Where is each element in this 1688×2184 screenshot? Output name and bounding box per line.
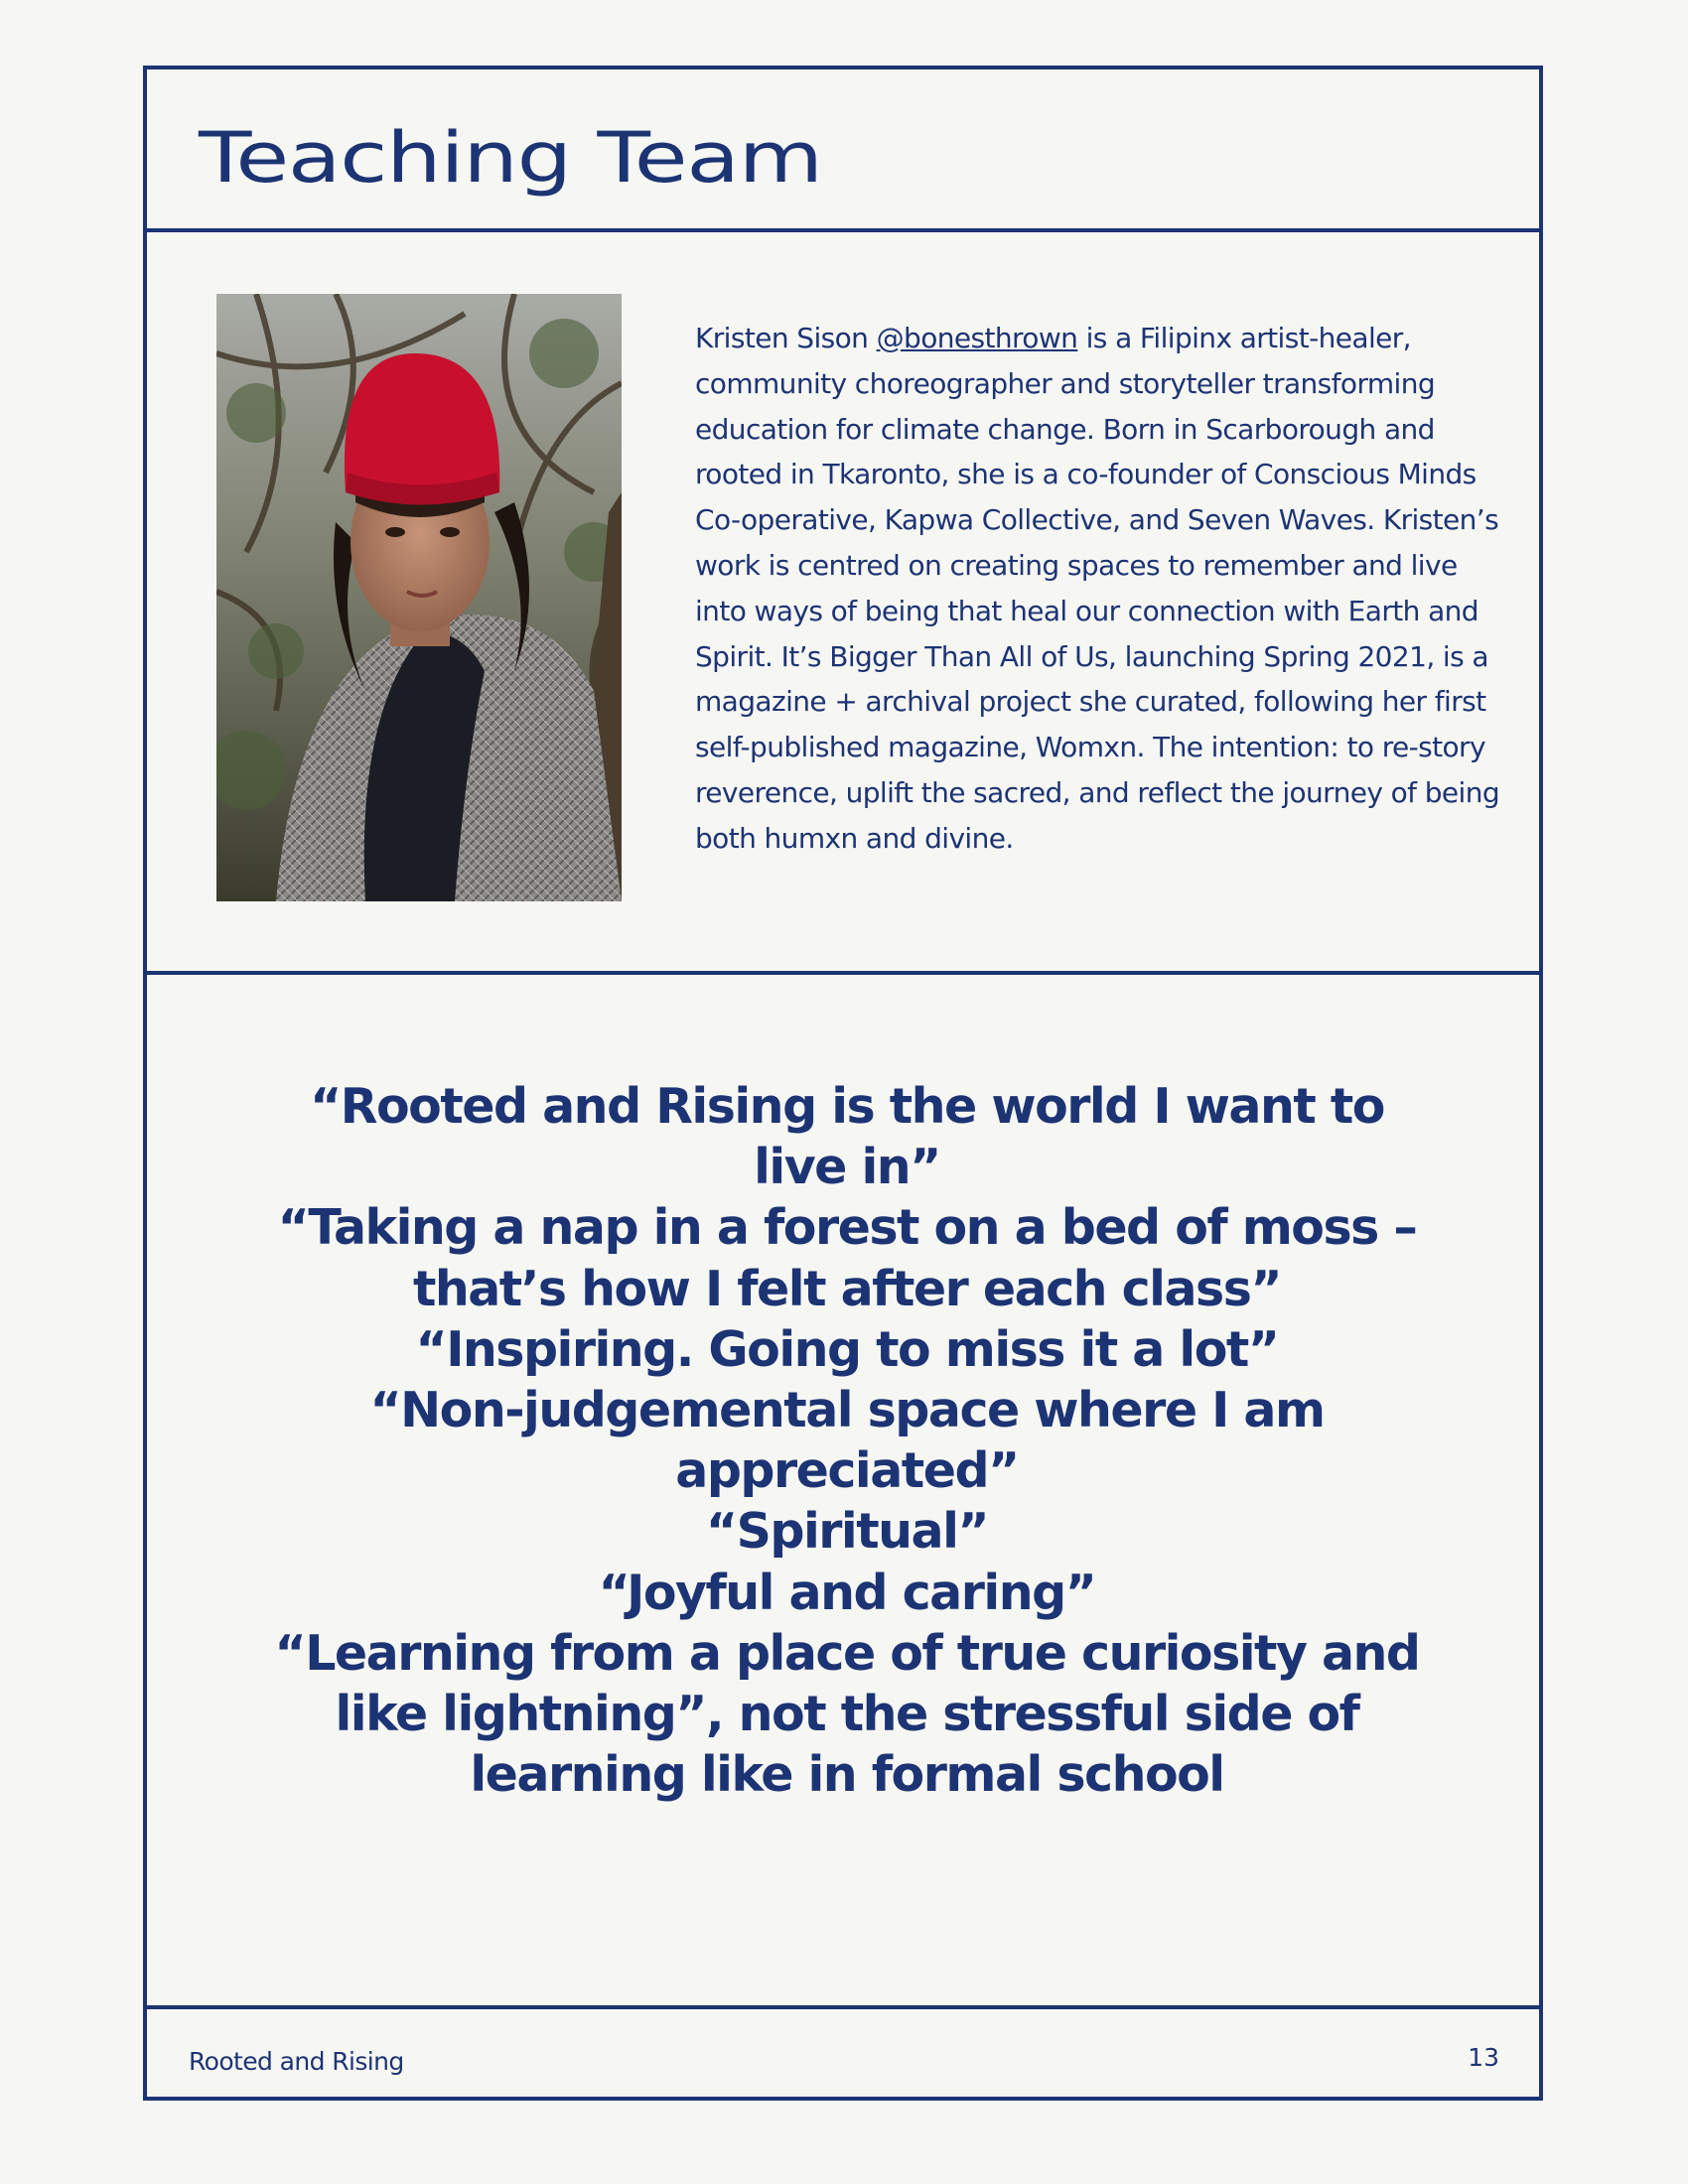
page-title: Teaching Team xyxy=(199,117,822,199)
page-number: 13 xyxy=(1468,2043,1499,2072)
footer-divider xyxy=(147,2005,1539,2009)
quote-item: “Rooted and Rising is the world I want to live in” xyxy=(310,1078,1384,1196)
bio-handle-link[interactable]: @bonesthrown xyxy=(876,322,1078,354)
quote-item: “Non-judgemental space where I am appreciated” xyxy=(369,1382,1325,1500)
header-divider xyxy=(147,228,1539,232)
portrait-photo xyxy=(216,294,622,901)
footer-title: Rooted and Rising xyxy=(189,2047,404,2076)
quote-item: “Joyful and caring” xyxy=(598,1564,1096,1621)
portrait-illustration xyxy=(216,294,622,901)
quote-item: “Inspiring. Going to miss it a lot” xyxy=(415,1320,1279,1378)
bio-divider xyxy=(147,971,1539,975)
quote-item: “Spiritual” xyxy=(705,1503,989,1561)
testimonial-quotes xyxy=(266,1076,1428,1805)
page-frame xyxy=(143,66,1543,2101)
quote-item: “Learning from a place of true curiosity and like lightning”, not the stressful side of learning like in formal school xyxy=(274,1624,1420,1804)
quote-item: “Taking a nap in a forest on a bed of moss – that’s how I felt after each class” xyxy=(277,1199,1417,1317)
bio-paragraph xyxy=(695,316,1509,862)
bio-text: is a Filipinx artist-healer, community choreographer and storyteller transforming education for climate change. Born in Scarborough and rooted in Tkaronto, she is a co-founder of Conscious Minds Co-operative, Kapwa Collective, and Seven Waves. Kristen’s work is centred on creating spaces to remember and live into ways of being that heal our connection with Earth and Spirit. It’s Bigger Than All of Us, launching Spring 2021, is a magazine + archival project she curated, following her first self-published magazine, Womxn. The intention: to re-story reverence, uplift the sacred, and reflect the journey of being both humxn and divine. xyxy=(695,322,1500,855)
bio-name: Kristen Sison xyxy=(695,322,869,354)
